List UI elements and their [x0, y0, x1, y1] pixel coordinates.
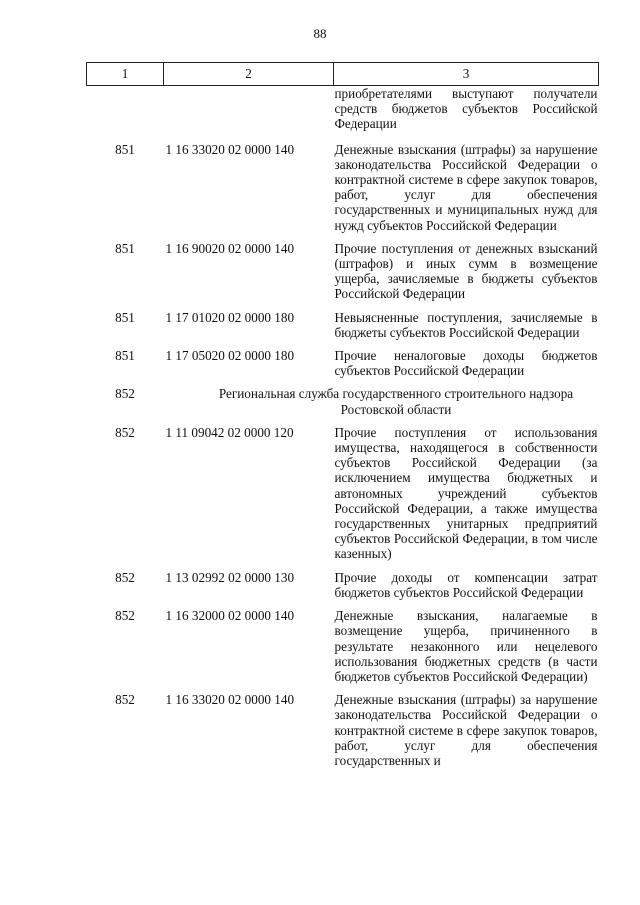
revenue-code: 1 16 90020 02 0000 140 — [165, 240, 295, 256]
revenue-description: Прочие поступления от использования имущества, находящегося в собственности субъектов Российской Федерации (за исключением имущества бюджетных и автономных учреждений субъектов Российской Федерации, а также имущества государственных унитарных предприятий субъектов Российской Федерации, в том числе казенных) — [334, 424, 598, 562]
revenue-description: Прочие поступления от денежных взысканий (штрафов) и иных сумм в возмещение ущерба, зачисляемые в бюджеты субъектов Российской Федерации — [334, 240, 598, 302]
revenue-description: Прочие доходы от компенсации затрат бюджетов субъектов Российской Федерации — [334, 569, 598, 600]
revenue-description: Денежные взыскания (штрафы) за нарушение законодательства Российской Федерации о контрактной системе в сфере закупок товаров, работ, услуг для обеспечения государственных и — [334, 692, 598, 768]
admin-code: 852 — [115, 424, 135, 440]
revenue-description: Невыясненные поступления, зачисляемые в бюджеты субъектов Российской Федерации — [334, 309, 598, 340]
admin-code: 851 — [115, 141, 135, 157]
admin-code: 852 — [115, 569, 135, 585]
column-header-3: 3 — [334, 63, 599, 86]
table-row — [87, 310, 599, 348]
revenue-code: 1 17 05020 02 0000 180 — [165, 348, 295, 364]
continuation-row — [87, 86, 599, 142]
revenue-description: Денежные взыскания, налагаемые в возмещение ущерба, причиненного в результате незаконного или нецелевого использования бюджетных средств (в части бюджетов субъектов Российской Федерации) — [334, 608, 598, 684]
page-number: 88 — [313, 26, 327, 41]
revenue-code: 1 11 09042 02 0000 120 — [165, 424, 294, 440]
revenue-description: Денежные взыскания (штрафы) за нарушение законодательства Российской Федерации о контрактной системе в сфере закупок товаров, работ, услуг для обеспечения государственных и муниципальных нужд для нужд субъектов Российской Федерации — [334, 141, 598, 233]
section-heading-row — [87, 386, 599, 424]
admin-code: 852 — [115, 692, 135, 708]
revenue-code: 1 16 33020 02 0000 140 — [165, 141, 295, 157]
column-header-1: 1 — [87, 63, 164, 86]
revenue-codes-table — [86, 62, 599, 776]
table-row — [87, 241, 599, 310]
revenue-description: Прочие неналоговые доходы бюджетов субъектов Российской Федерации — [334, 348, 598, 379]
table-header-row — [87, 63, 599, 86]
admin-code: 851 — [115, 240, 135, 256]
continuation-text: приобретателями выступают получатели средств бюджетов субъектов Российской Федерации — [334, 86, 598, 132]
table-row — [87, 425, 599, 570]
revenue-code: 1 13 02992 02 0000 130 — [165, 569, 295, 585]
section-heading: Региональная служба государственного строительного надзора Ростовской области — [218, 386, 574, 417]
admin-code: 852 — [115, 608, 135, 624]
admin-code: 852 — [115, 386, 135, 402]
table-row — [87, 142, 599, 241]
revenue-code: 1 17 01020 02 0000 180 — [165, 309, 295, 325]
admin-code: 851 — [115, 348, 135, 364]
revenue-code: 1 16 33020 02 0000 140 — [165, 692, 295, 708]
table-row — [87, 608, 599, 692]
table-row — [87, 348, 599, 386]
revenue-code: 1 16 32000 02 0000 140 — [165, 608, 295, 624]
admin-code: 851 — [115, 309, 135, 325]
table-row — [87, 692, 599, 776]
column-header-2: 2 — [164, 63, 334, 86]
table-row — [87, 570, 599, 608]
